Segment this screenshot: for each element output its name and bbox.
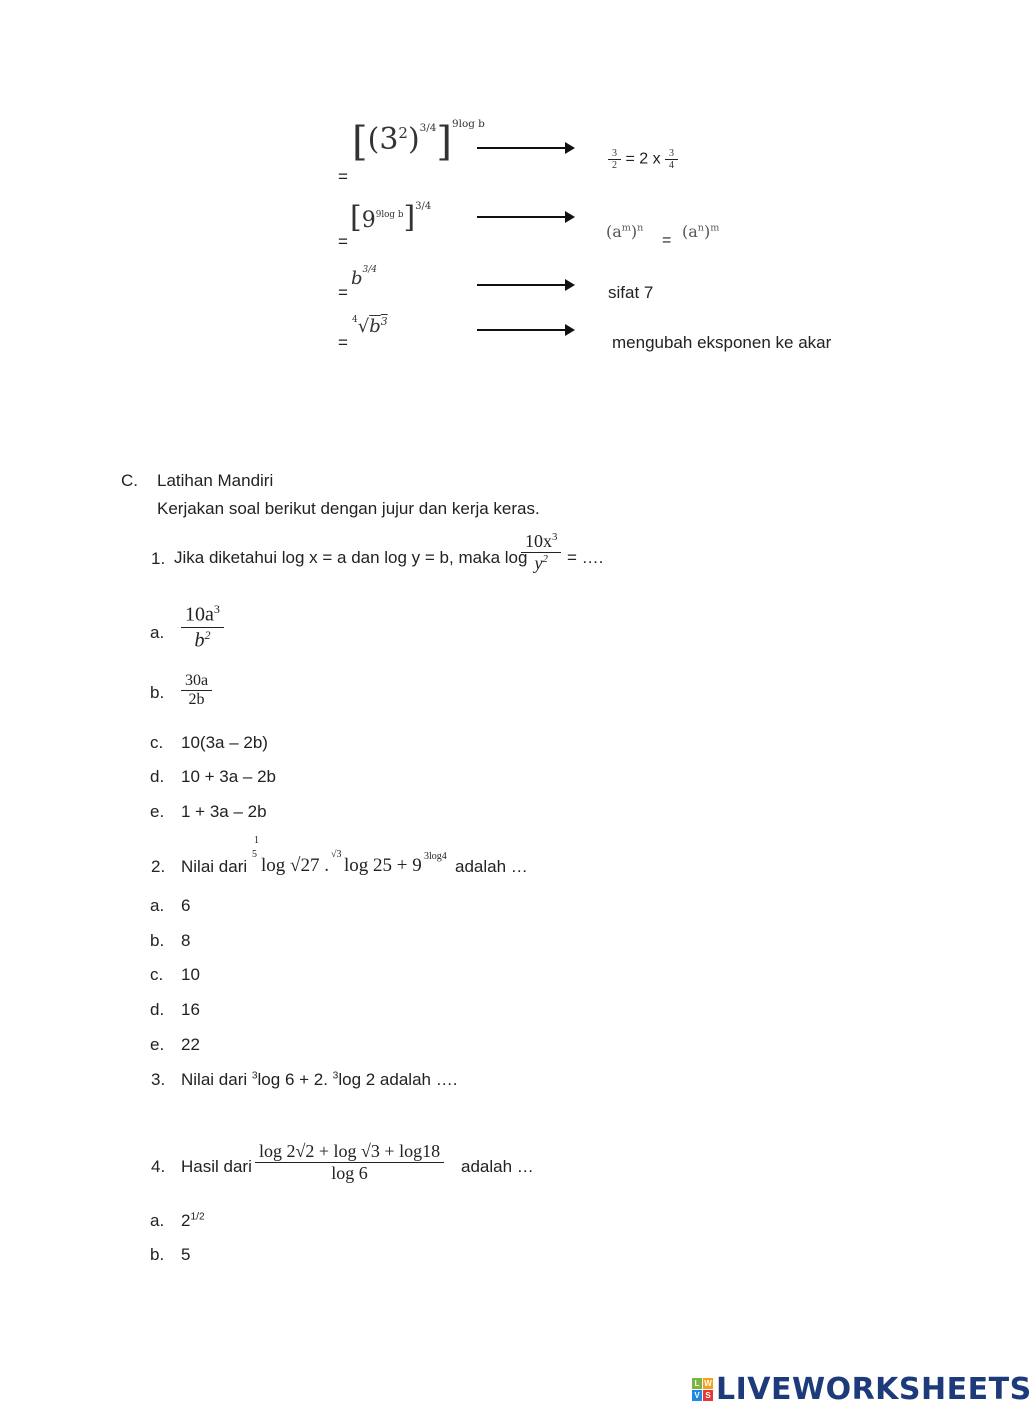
arrow: [477, 216, 573, 218]
option-b-fraction[interactable]: $\frac{30a}{2b}$: [181, 672, 212, 709]
option-label: c.: [150, 965, 164, 984]
section-instruction: Kerjakan soal berikut dengan jujur dan kerja keras.: [157, 499, 540, 518]
step2-expression: $[9^{9log b}]^{3/4}$: [350, 200, 432, 235]
question-suffix: = ….: [567, 548, 604, 567]
option-text[interactable]: 10 + 3a – 2b: [181, 767, 277, 786]
option-label: d.: [150, 767, 165, 786]
arrow: [477, 329, 573, 331]
step3-expression: $b^{3/4}$: [351, 265, 378, 289]
option-label: b.: [150, 683, 165, 702]
question-text: Hasil dari: [181, 1157, 252, 1176]
option-text[interactable]: 16: [181, 1000, 200, 1019]
question-number: 3.: [151, 1070, 166, 1089]
option-label: b.: [150, 1245, 165, 1264]
arrow: [477, 284, 573, 286]
equals-sign: =: [338, 167, 348, 186]
option-text[interactable]: 8: [181, 931, 191, 950]
question-number: 4.: [151, 1157, 166, 1176]
question-text: Jika diketahui log x = a dan log y = b, maka log: [174, 548, 528, 567]
question-suffix: adalah …: [461, 1157, 534, 1176]
step2-note-right: $(a^n)^m$: [682, 222, 720, 241]
option-text[interactable]: $2^{1/2}$: [181, 1211, 205, 1230]
step1-expression: $[(3^2)^{3/4}]^{9log b}$: [352, 118, 485, 165]
step4-note: mengubah eksponen ke akar: [612, 333, 832, 352]
option-text[interactable]: 22: [181, 1035, 200, 1054]
equals-sign: =: [338, 283, 348, 302]
option-label: d.: [150, 1000, 165, 1019]
question-number: 1.: [151, 549, 166, 568]
question-text: Nilai dari $^3$log 6 + 2. $^3$log 2 adalah ….: [181, 1070, 458, 1089]
section-title: Latihan Mandiri: [157, 471, 274, 490]
option-label: b.: [150, 931, 165, 950]
section-letter: C.: [121, 471, 138, 490]
option-a-fraction[interactable]: $\frac{10a^3}{b^2}$: [181, 602, 224, 652]
option-label: a.: [150, 1211, 165, 1230]
option-label: c.: [150, 733, 164, 752]
step1-note: $\frac{3}{2}$ = 2 x $\frac{3}{4}$: [608, 148, 678, 171]
question-text: Nilai dari: [181, 857, 248, 876]
step4-expression: $^4√b^3$: [352, 315, 388, 337]
step2-note-equals: =: [662, 232, 672, 249]
option-text[interactable]: 10: [181, 965, 200, 984]
option-label: e.: [150, 1035, 165, 1054]
option-text[interactable]: 6: [181, 896, 191, 915]
equals-sign: =: [338, 333, 348, 352]
question-fraction: $\frac{10x^3}{y^2}$: [521, 531, 561, 574]
liveworksheets-logo[interactable]: LIVEWORKSHEETS: [716, 1372, 1032, 1407]
option-label: a.: [150, 623, 165, 642]
step3-note: sifat 7: [608, 283, 654, 302]
option-text[interactable]: 10(3a – 2b): [181, 733, 268, 752]
step2-note-left: $(a^m)^n$: [606, 222, 644, 241]
question-fraction: $\frac{\log 2√2 + \log √3 + \log 18}{\log 6}$: [255, 1141, 444, 1184]
option-label: a.: [150, 896, 165, 915]
option-text[interactable]: 5: [181, 1245, 191, 1264]
question-number: 2.: [151, 857, 166, 876]
option-text[interactable]: 1 + 3a – 2b: [181, 802, 267, 821]
question-suffix: adalah …: [455, 857, 528, 876]
option-label: e.: [150, 802, 165, 821]
arrow: [477, 147, 573, 149]
liveworksheets-logo-icon: L W V S: [692, 1378, 714, 1402]
equals-sign: =: [338, 232, 348, 251]
